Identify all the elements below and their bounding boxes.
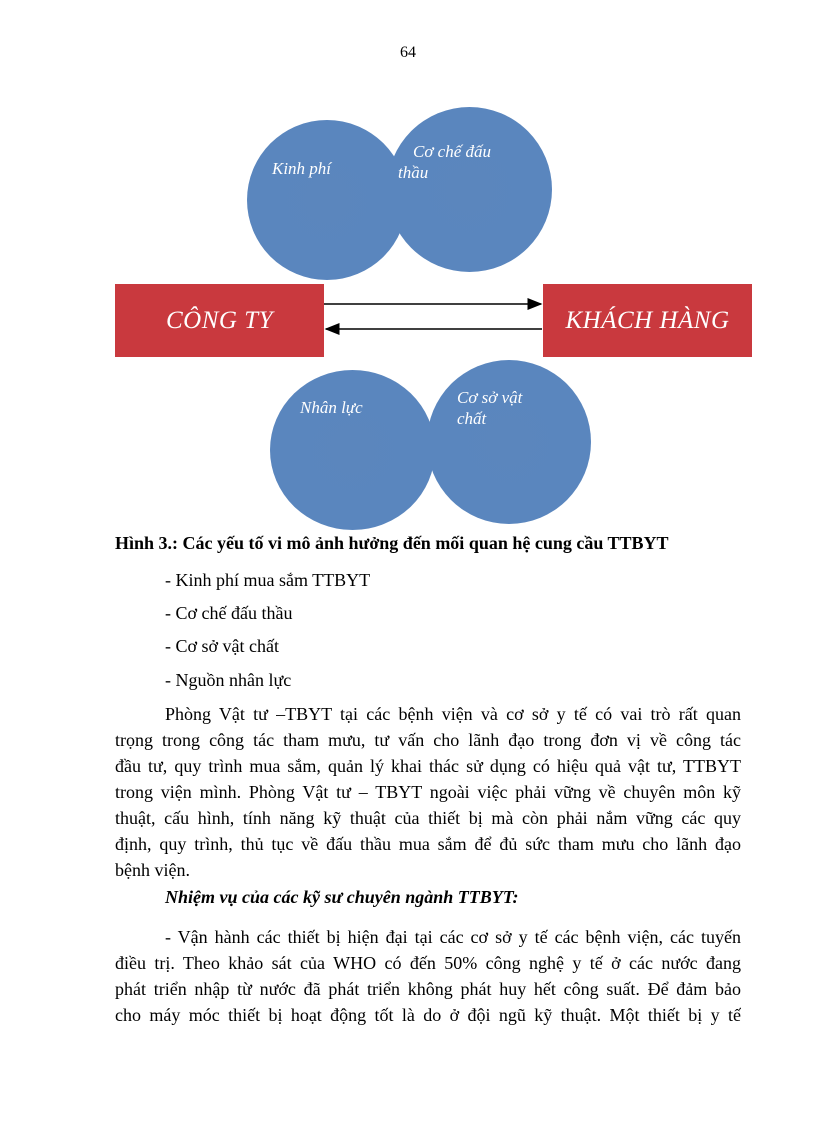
paragraph-line: - Vận hành các thiết bị hiện đại tại các cơ sở y tế các bệnh viện, các tuyến — [165, 927, 741, 947]
bubble-nhan-luc — [270, 370, 435, 530]
paragraph-line: trọng trong công tác tham mưu, tư vấn cho lãnh đạo trong đơn vị về công tác — [115, 730, 741, 750]
paragraph-line: trong viện mình. Phòng Vật tư – TBYT ngoài việc phải vững về chuyên môn kỹ — [115, 782, 741, 802]
bubble-co-che-dau-thau — [387, 107, 552, 272]
list-item: - Cơ sở vật chất — [165, 636, 280, 656]
bubble-label-nhan-luc: Nhân lực — [300, 398, 363, 417]
bubble-co-so-vat-chat — [427, 360, 591, 524]
paragraph-line: đầu tư, quy trình mua sắm, quản lý khai thác sử dụng có hiệu quả vật tư, TTBYT — [115, 756, 741, 776]
list-item: - Nguồn nhân lực — [165, 670, 292, 690]
bubble-label-kinh-phi: Kinh phí — [272, 159, 332, 178]
figure-caption: Hình 3.: Các yếu tố vi mô ảnh hưởng đến mối quan hệ cung cầu TTBYT — [115, 533, 669, 553]
bubble-label-co-so-line2: chất — [457, 409, 487, 428]
paragraph-line: thuật, cấu hình, tính năng kỹ thuật của thiết bị mà còn phải nắm vững các quy — [115, 808, 741, 828]
paragraph-line: điều trị. Theo khảo sát của WHO có đến 50% công nghệ y tế ở các nước đang — [115, 953, 741, 973]
section-subheading: Nhiệm vụ của các kỹ sư chuyên ngành TTBYT: — [165, 887, 519, 907]
bubble-kinh-phi — [247, 120, 407, 280]
list-item: - Cơ chế đấu thầu — [165, 603, 293, 623]
paragraph-line: Phòng Vật tư –TBYT tại các bệnh viện và cơ sở y tế có vai trò rất quan — [165, 704, 741, 724]
page-number: 64 — [400, 44, 416, 61]
list-item: - Kinh phí mua sắm TTBYT — [165, 570, 371, 590]
paragraph-line: định, quy trình, thủ tục về đấu thầu mua sắm để đủ sức tham mưu cho lãnh đạo — [115, 834, 741, 854]
paragraph-line: phát triển nhập từ nước đã phát triển không phát huy hết công suất. Để đảm bảo — [115, 979, 741, 999]
paragraph-line: bệnh viện. — [115, 860, 190, 880]
bubble-label-co-che-line2: thầu — [398, 163, 429, 182]
box-cong-ty: CÔNG TY — [115, 284, 324, 357]
paragraph-line: cho máy móc thiết bị hoạt động tốt là do ở đội ngũ kỹ thuật. Một thiết bị y tế — [115, 1005, 741, 1025]
box-khach-hang: KHÁCH HÀNG — [543, 284, 752, 357]
bubble-label-co-so-line1: Cơ sở vật — [457, 388, 523, 407]
bubble-label-co-che-line1: Cơ chế đấu — [413, 142, 492, 161]
